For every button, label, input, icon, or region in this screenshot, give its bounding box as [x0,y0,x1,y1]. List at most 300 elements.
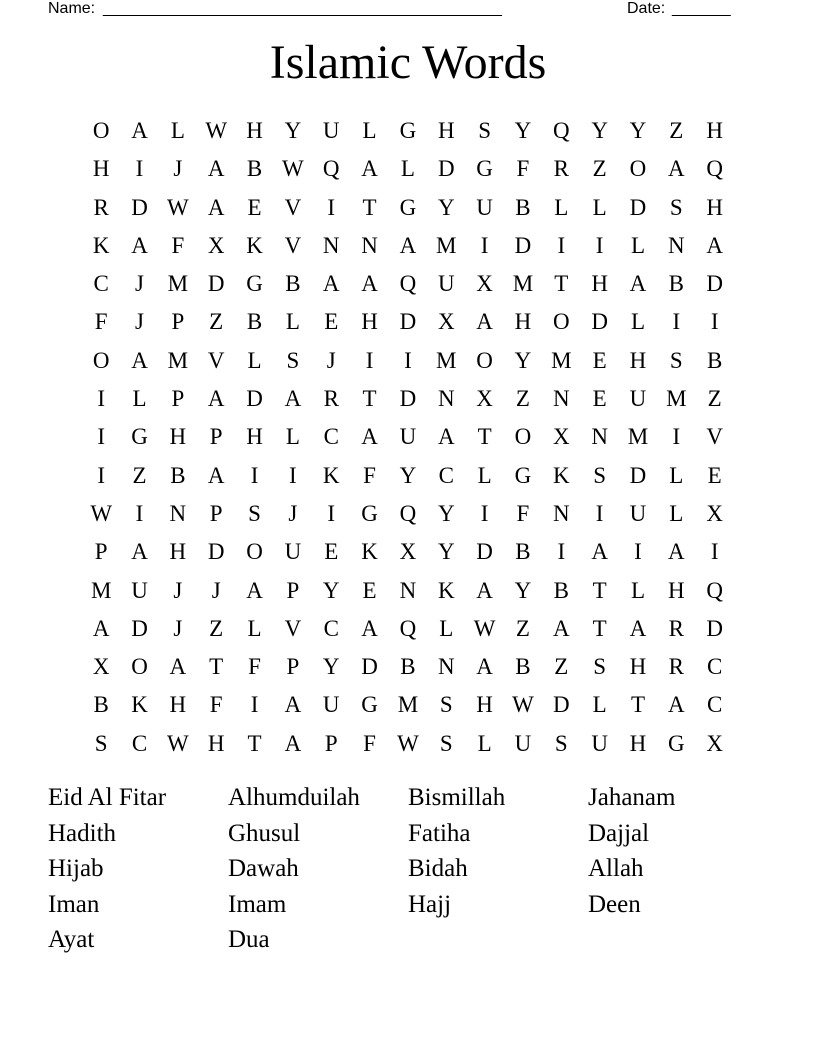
grid-letter[interactable]: A [169,654,187,680]
grid-letter[interactable]: S [669,347,683,373]
grid-letter[interactable]: G [476,156,493,182]
grid-letter[interactable]: Z [707,386,722,412]
grid-letter[interactable]: H [207,730,225,756]
word-bank-item: Imam [228,890,287,918]
grid-letter[interactable]: W [205,118,228,143]
grid-letter[interactable]: H [361,309,378,335]
grid-letter[interactable]: U [514,730,532,756]
grid-letter[interactable]: L [170,118,185,143]
grid-letter[interactable]: H [437,118,455,143]
grid-letter[interactable]: A [131,232,148,258]
grid-letter[interactable]: C [323,424,339,450]
grid-letter[interactable]: Q [552,118,570,143]
grid-letter[interactable]: R [93,194,109,220]
grid-letter[interactable]: S [669,194,683,220]
grid-letter[interactable]: A [284,386,302,412]
grid-letter[interactable]: S [554,730,568,756]
grid-letter[interactable]: B [668,271,684,297]
grid-letter[interactable]: A [207,194,225,220]
grid-letter[interactable]: L [669,500,684,526]
grid-letter[interactable]: H [92,156,110,182]
grid-letter[interactable]: C [707,692,723,718]
word-bank-item: Allah [588,855,644,882]
grid-letter[interactable]: N [169,500,187,526]
grid-letter[interactable]: L [554,194,569,220]
grid-letter[interactable]: L [630,577,646,603]
grid-letter[interactable]: A [629,615,647,641]
grid-letter[interactable]: I [250,462,259,488]
grid-letter[interactable]: I [557,539,566,565]
grid-letter[interactable]: Q [399,271,417,297]
grid-letter[interactable]: A [361,424,378,450]
grid-letter[interactable]: A [476,654,493,680]
grid-letter[interactable]: F [171,232,185,258]
grid-letter[interactable]: I [480,500,489,526]
grid-letter[interactable]: A [246,577,263,603]
grid-letter[interactable]: J [173,615,183,641]
grid-letter[interactable]: A [361,156,378,182]
grid-letter[interactable]: G [131,424,148,450]
grid-letter[interactable]: Y [514,118,532,143]
grid-letter[interactable]: I [97,386,105,412]
grid-letter[interactable]: T [209,654,224,680]
grid-letter[interactable]: L [630,232,646,258]
grid-letter[interactable]: I [135,156,144,182]
grid-letter[interactable]: G [361,692,378,718]
grid-letter[interactable]: M [627,424,649,450]
grid-letter[interactable]: A [361,271,378,297]
grid-letter[interactable]: L [630,309,646,335]
grid-letter[interactable]: V [284,194,302,220]
grid-letter[interactable]: G [514,462,532,488]
grid-letter[interactable]: L [132,386,147,412]
grid-letter[interactable]: B [515,539,531,565]
grid-letter[interactable]: H [476,692,493,718]
grid-letter[interactable]: P [286,654,300,680]
grid-letter[interactable]: D [361,654,378,680]
grid-letter[interactable]: A [361,615,378,641]
grid-letter[interactable]: M [90,577,112,603]
grid-letter[interactable]: G [668,730,685,756]
grid-letter[interactable]: V [207,347,225,373]
grid-letter[interactable]: Q [399,615,417,641]
grid-letter[interactable]: K [361,539,378,565]
grid-letter[interactable]: D [476,539,493,565]
grid-letter[interactable]: G [246,271,263,297]
grid-letter[interactable]: D [437,156,455,182]
grid-letter[interactable]: A [476,577,493,603]
grid-letter[interactable]: S [439,692,453,718]
grid-letter[interactable]: D [131,194,148,220]
grid-letter[interactable]: C [131,730,148,756]
grid-letter[interactable]: X [92,654,110,680]
grid-letter[interactable]: F [363,462,376,488]
grid-letter[interactable]: Z [209,615,224,641]
grid-letter[interactable]: D [207,539,225,565]
grid-letter[interactable]: J [288,500,298,526]
grid-letter[interactable]: L [439,615,454,641]
page-title: Islamic Words [269,36,547,89]
grid-letter[interactable]: B [515,194,531,220]
grid-letter[interactable]: H [169,424,187,450]
grid-letter[interactable]: F [209,692,223,718]
grid-letter[interactable]: Y [322,654,340,680]
grid-letter[interactable]: I [327,194,336,220]
grid-letter[interactable]: J [326,347,336,373]
grid-letter[interactable]: X [399,539,417,565]
grid-letter[interactable]: W [512,692,534,718]
grid-letter[interactable]: L [400,156,415,182]
grid-letter[interactable]: M [666,386,687,412]
grid-row [82,112,734,150]
grid-letter[interactable]: U [322,118,340,143]
grid-letter[interactable]: Y [629,118,647,143]
grid-letter[interactable]: Z [515,386,530,412]
grid-letter[interactable]: I [250,692,259,718]
grid-letter[interactable]: F [516,156,530,182]
grid-letter[interactable]: P [209,424,223,450]
grid-letter[interactable]: L [247,615,262,641]
grid-letter[interactable]: I [327,500,336,526]
grid-letter[interactable]: D [514,232,532,258]
grid-letter[interactable]: W [167,194,189,220]
grid-letter[interactable]: A [668,692,685,718]
grid-letter[interactable]: L [477,730,492,756]
grid-letter[interactable]: Z [209,309,224,335]
grid-letter[interactable]: L [477,462,492,488]
grid-letter[interactable]: H [629,347,647,373]
grid-letter[interactable]: Y [514,347,532,373]
grid-letter[interactable]: O [131,654,148,680]
grid-letter[interactable]: M [512,271,534,297]
grid-letter[interactable]: X [476,386,493,412]
grid-letter[interactable]: U [629,386,647,412]
grid-letter[interactable]: D [629,462,647,488]
grid-letter[interactable]: M [167,271,189,297]
grid-letter[interactable]: A [207,462,225,488]
grid-letter[interactable]: F [248,654,261,680]
grid-letter[interactable]: T [630,692,646,718]
grid-letter[interactable]: I [480,232,489,258]
grid-letter[interactable]: D [552,692,570,718]
grid-letter[interactable]: E [324,309,339,335]
grid-letter[interactable]: N [361,232,378,258]
grid-letter[interactable]: H [246,118,263,143]
grid-letter[interactable]: S [439,730,453,756]
word-bank-item: Jahanam [588,784,676,811]
grid-letter[interactable]: C [93,271,109,297]
grid-letter[interactable]: U [591,730,608,756]
grid-letter[interactable]: L [285,424,300,450]
grid-letter[interactable]: V [706,424,723,450]
grid-letter[interactable]: K [322,462,340,488]
grid-letter[interactable]: N [552,386,570,412]
grid-letter[interactable]: F [94,309,108,335]
grid-letter[interactable]: V [284,232,302,258]
grid-letter[interactable]: P [209,500,223,526]
grid-letter[interactable]: M [397,692,419,718]
grid-letter[interactable]: W [167,730,189,756]
word-bank-item: Hajj [408,890,452,918]
grid-letter[interactable]: E [324,539,339,565]
grid-letter[interactable]: T [477,424,492,450]
grid-letter[interactable]: F [363,730,376,756]
grid-letter[interactable]: I [710,539,719,565]
grid-letter[interactable]: P [171,386,185,412]
grid-letter[interactable]: F [516,500,530,526]
grid-letter[interactable]: P [324,730,338,756]
grid-letter[interactable]: K [246,232,263,258]
grid-letter[interactable]: W [282,156,304,182]
grid-letter[interactable]: I [634,539,642,565]
grid-letter[interactable]: I [97,462,105,488]
grid-letter[interactable]: A [207,156,225,182]
name-blank-line[interactable]: ________________________________________________ [103,0,502,17]
grid-letter[interactable]: X [476,271,493,297]
grid-letter[interactable]: L [669,462,684,488]
grid-letter[interactable]: Y [322,577,340,603]
grid-letter[interactable]: R [668,654,684,680]
grid-letter[interactable]: B [246,156,263,182]
grid-letter[interactable]: B [553,577,569,603]
grid-letter[interactable]: I [595,500,604,526]
grid-letter[interactable]: X [437,309,455,335]
grid-letter[interactable]: N [322,232,340,258]
grid-letter[interactable]: R [668,615,684,641]
grid-letter[interactable]: A [591,539,608,565]
grid-letter[interactable]: D [207,271,225,297]
grid-letter[interactable]: H [246,424,263,450]
grid-letter[interactable]: S [593,654,607,680]
grid-letter[interactable]: Q [322,156,340,182]
grid-letter[interactable]: S [286,347,300,373]
grid-letter[interactable]: X [207,232,225,258]
grid-letter[interactable]: A [92,615,110,641]
grid-letter[interactable]: Z [554,654,569,680]
grid-letter[interactable]: O [476,347,493,373]
word-bank-item: Dajjal [588,819,650,847]
grid-letter[interactable]: H [169,539,187,565]
grid-letter[interactable]: O [92,118,110,143]
grid-row [82,227,734,265]
grid-letter[interactable]: H [706,118,723,143]
grid-letter[interactable]: B [515,654,531,680]
grid-letter[interactable]: X [706,730,723,756]
grid-letter[interactable]: E [247,194,262,220]
grid-letter[interactable]: B [707,347,723,373]
grid-letter[interactable]: O [552,309,570,335]
grid-letter[interactable]: J [173,577,183,603]
grid-letter[interactable]: Q [399,500,417,526]
grid-letter[interactable]: W [397,730,419,756]
grid-letter[interactable]: S [478,118,491,143]
grid-letter[interactable]: I [672,424,681,450]
grid-letter[interactable]: C [707,654,723,680]
grid-letter[interactable]: H [706,194,723,220]
grid-letter[interactable]: O [629,156,647,182]
grid-letter[interactable]: I [289,462,297,488]
grid-letter[interactable]: G [399,194,417,220]
grid-letter[interactable]: B [170,462,186,488]
grid-letter[interactable]: T [362,194,377,220]
grid-letter[interactable]: Y [514,577,532,603]
grid-letter[interactable]: I [595,232,604,258]
grid-letter[interactable]: V [284,615,302,641]
grid-letter[interactable]: L [285,309,300,335]
grid-letter[interactable]: Z [592,156,607,182]
grid-letter[interactable]: L [362,118,377,143]
grid-letter[interactable]: Y [437,500,455,526]
grid-letter[interactable]: P [171,309,185,335]
grid-letter[interactable]: N [668,232,685,258]
grid-letter[interactable]: Y [437,539,455,565]
grid-letter[interactable]: B [246,309,263,335]
grid-letter[interactable]: T [592,577,607,603]
grid-letter[interactable]: P [286,577,300,603]
grid-letter[interactable]: X [706,500,723,526]
grid-letter[interactable]: E [362,577,377,603]
grid-letter[interactable]: A [629,271,647,297]
grid-letter[interactable]: U [399,424,417,450]
grid-letter[interactable]: U [629,500,647,526]
grid-letter[interactable]: M [436,347,457,373]
grid-letter[interactable]: N [437,386,455,412]
grid-letter[interactable]: I [365,347,374,373]
grid-letter[interactable]: Q [706,156,723,182]
grid-letter[interactable]: B [285,271,301,297]
grid-letter[interactable]: A [131,118,148,143]
grid-letter[interactable]: J [135,309,144,335]
grid-letter[interactable]: I [557,232,566,258]
grid-letter[interactable]: Y [284,118,302,143]
grid-letter[interactable]: O [246,539,263,565]
grid-letter[interactable]: H [668,577,685,603]
grid-letter[interactable]: A [284,730,302,756]
grid-letter[interactable]: O [514,424,532,450]
grid-letter[interactable]: D [131,615,148,641]
grid-letter[interactable]: D [399,386,417,412]
grid-letter[interactable]: M [436,232,457,258]
grid-letter[interactable]: D [399,309,417,335]
grid-letter[interactable]: H [629,654,647,680]
grid-letter[interactable]: I [672,309,681,335]
grid-letter[interactable]: N [552,500,570,526]
grid-letter[interactable]: C [438,462,454,488]
grid-letter[interactable]: S [248,500,261,526]
grid-letter[interactable]: A [131,539,148,565]
grid-letter[interactable]: A [706,232,723,258]
grid-letter[interactable]: S [593,462,607,488]
grid-letter[interactable]: R [553,156,569,182]
grid-letter[interactable]: N [399,577,417,603]
grid-letter[interactable]: Z [669,118,684,143]
grid-letter[interactable]: D [706,271,723,297]
grid-letter[interactable]: D [591,309,608,335]
grid-letter[interactable]: P [94,539,108,565]
grid-letter[interactable]: A [284,692,302,718]
grid-letter[interactable]: Y [399,462,417,488]
grid-letter[interactable]: U [131,577,148,603]
grid-letter[interactable]: B [93,692,109,718]
grid-letter[interactable]: S [94,730,108,756]
grid-letter[interactable]: M [551,347,572,373]
grid-letter[interactable]: T [592,615,607,641]
grid-letter[interactable]: E [707,462,722,488]
grid-letter[interactable]: U [284,539,302,565]
grid-letter[interactable]: K [131,692,148,718]
grid-letter[interactable]: K [92,232,110,258]
grid-letter[interactable]: I [97,424,105,450]
grid-letter[interactable]: G [399,118,417,143]
grid-letter[interactable]: A [476,309,493,335]
grid-letter[interactable]: X [552,424,570,450]
grid-letter[interactable]: K [552,462,570,488]
grid-letter[interactable]: I [135,500,144,526]
grid-letter[interactable]: Q [706,577,723,603]
grid-letter[interactable]: U [322,692,340,718]
grid-letter[interactable]: A [207,386,225,412]
grid-letter[interactable]: E [592,347,607,373]
grid-letter[interactable]: N [437,654,455,680]
grid-letter[interactable]: T [247,730,262,756]
word-bank-item: Dawah [228,855,299,882]
grid-letter[interactable]: A [399,232,417,258]
grid-letter[interactable]: H [169,692,187,718]
grid-letter[interactable]: K [437,577,455,603]
grid-letter[interactable]: H [591,271,608,297]
grid-letter[interactable]: J [135,271,144,297]
grid-letter[interactable]: Y [437,194,455,220]
grid-letter[interactable]: A [668,156,685,182]
grid-letter[interactable]: Z [132,462,147,488]
grid-letter[interactable]: G [361,500,378,526]
grid-letter[interactable]: D [706,615,723,641]
grid-letter[interactable]: T [362,386,377,412]
grid-letter[interactable]: H [514,309,532,335]
grid-letter[interactable]: O [92,347,110,373]
grid-letter[interactable]: I [710,309,719,335]
grid-letter[interactable]: T [554,271,569,297]
grid-letter[interactable]: L [592,194,607,220]
grid-letter[interactable]: B [400,654,416,680]
grid-letter[interactable]: M [167,347,189,373]
grid-letter[interactable]: U [437,271,455,297]
grid-letter[interactable]: A [552,615,570,641]
grid-letter[interactable]: W [473,615,496,641]
grid-letter[interactable]: N [591,424,608,450]
grid-letter[interactable]: U [476,194,493,220]
grid-letter[interactable]: A [668,539,685,565]
grid-letter[interactable]: A [437,424,455,450]
grid-letter[interactable]: Z [515,615,530,641]
grid-letter[interactable]: J [173,156,183,182]
grid-letter[interactable]: I [404,347,412,373]
grid-letter[interactable]: R [323,386,339,412]
grid-letter[interactable]: A [131,347,148,373]
grid-letter[interactable]: C [323,615,339,641]
grid-letter[interactable]: W [90,500,113,526]
grid-letter[interactable]: A [322,271,340,297]
grid-letter[interactable]: D [246,386,263,412]
grid-letter[interactable]: J [211,577,221,603]
grid-letter[interactable]: L [247,347,262,373]
grid-letter[interactable]: L [592,692,607,718]
grid-letter[interactable]: Y [591,118,608,143]
grid-letter[interactable]: D [629,194,647,220]
grid-letter[interactable]: E [592,386,607,412]
date-blank-line[interactable]: _______ [672,0,731,17]
grid-letter[interactable]: H [629,730,647,756]
